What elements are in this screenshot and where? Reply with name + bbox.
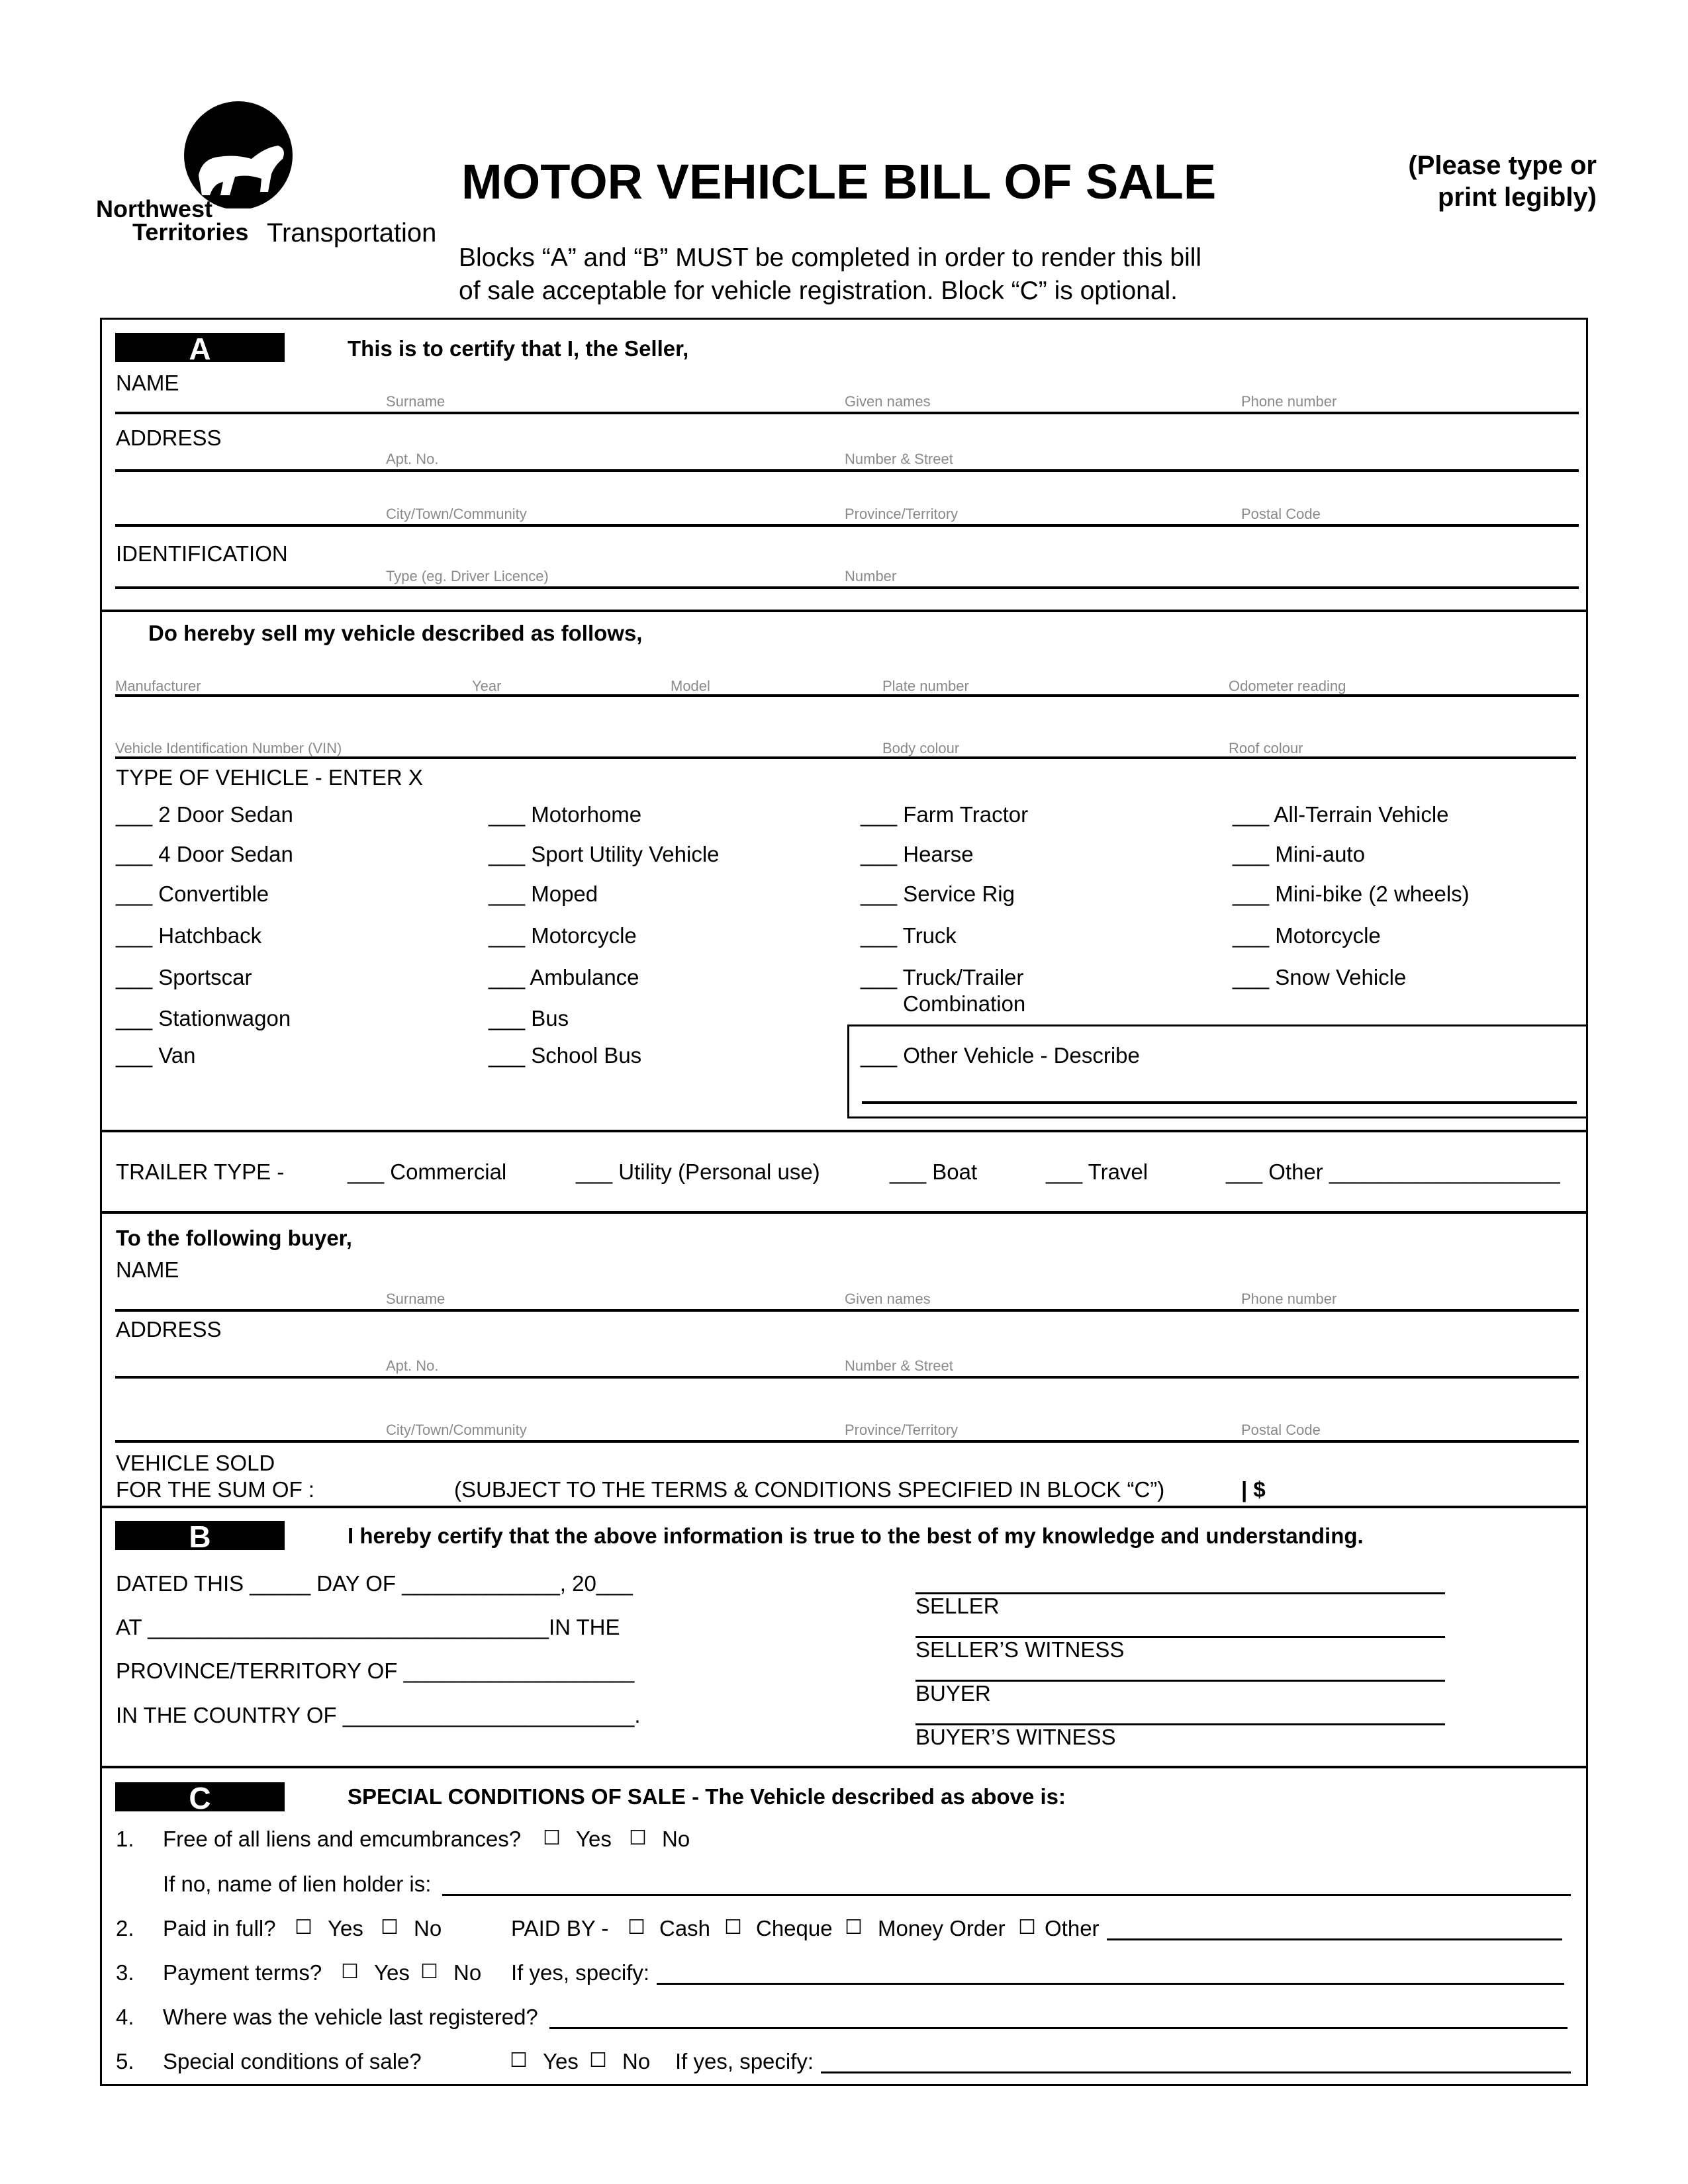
q2-text: Paid in full?	[163, 1916, 276, 1940]
seller-province-hint: Province/Territory	[845, 506, 959, 522]
buyer-phone-hint: Phone number	[1241, 1291, 1337, 1307]
seller-province-field[interactable]	[845, 495, 1215, 524]
vehicle-line-1	[115, 694, 1579, 697]
vehicle-type-option[interactable]: ___ 2 Door Sedan	[116, 802, 293, 827]
seller-id-type-field[interactable]	[386, 557, 816, 586]
province-line[interactable]: PROVINCE/TERRITORY OF ___________________	[116, 1659, 635, 1683]
seller-id-line	[115, 586, 1579, 589]
lien-holder-field[interactable]	[442, 1868, 1568, 1894]
intro-line2: of sale acceptable for vehicle registration. Block “C” is optional.	[459, 277, 1178, 305]
special-conditions-heading: SPECIAL CONDITIONS OF SALE - The Vehicle described as above is:	[348, 1784, 1066, 1809]
buyer-province-hint: Province/Territory	[845, 1422, 959, 1438]
seller-postal-hint: Postal Code	[1241, 506, 1321, 522]
seller-certify-text: This is to certify that I, the Seller,	[348, 336, 689, 361]
seller-witness-label: SELLER’S WITNESS	[915, 1637, 1125, 1662]
payment-terms-field[interactable]	[657, 1956, 1562, 1983]
vehicle-type-option[interactable]: ___ Hatchback	[116, 923, 262, 948]
buyer-address-label: ADDRESS	[116, 1317, 222, 1342]
payment-terms-line	[657, 1983, 1564, 1985]
polar-bear-icon	[136, 96, 308, 208]
other-vehicle-line	[862, 1101, 1577, 1104]
seller-address-line	[115, 469, 1579, 472]
vehicle-type-option[interactable]: ___ 4 Door Sedan	[116, 842, 293, 866]
vehicle-line-2	[115, 756, 1576, 759]
vehicle-type-option[interactable]: ___ Sport Utility Vehicle	[489, 842, 720, 866]
vin-field[interactable]	[115, 727, 870, 756]
vehicle-type-option[interactable]: ___ Motorcycle	[489, 923, 637, 948]
buyer-apt-field[interactable]	[386, 1347, 816, 1376]
q5-yes-checkbox[interactable]: ☐	[510, 2049, 528, 2072]
block-b-label: B	[115, 1521, 285, 1550]
cash-label: Cash	[659, 1916, 711, 1940]
seller-name-line	[115, 412, 1579, 414]
odometer-field[interactable]	[1229, 664, 1573, 694]
q5-text: Special conditions of sale?	[163, 2049, 422, 2073]
dated-line[interactable]: DATED THIS _____ DAY OF _____________, 20___	[116, 1571, 633, 1596]
special-conditions-line	[821, 2071, 1571, 2073]
cheque-checkbox[interactable]: ☐	[724, 1916, 742, 1939]
seller-given-field[interactable]	[845, 383, 1215, 412]
money-order-checkbox[interactable]: ☐	[845, 1916, 863, 1939]
q3-no-checkbox[interactable]: ☐	[420, 1960, 438, 1983]
seller-signature-label: SELLER	[915, 1594, 1000, 1618]
sell-vehicle-heading: Do hereby sell my vehicle described as follows,	[148, 621, 643, 645]
department-name: Transportation	[267, 218, 437, 248]
vehicle-type-option[interactable]: ___ Motorcycle	[1233, 923, 1381, 948]
q1-number: 1.	[116, 1827, 134, 1851]
country-line[interactable]: IN THE COUNTRY OF ________________________.	[116, 1703, 641, 1727]
seller-id-number-field[interactable]	[845, 557, 1573, 586]
seller-apt-field[interactable]	[386, 440, 816, 469]
buyer-apt-hint: Apt. No.	[386, 1357, 439, 1374]
seller-city-field[interactable]	[386, 495, 816, 524]
plate-field[interactable]	[882, 664, 1213, 694]
seller-apt-hint: Apt. No.	[386, 451, 439, 467]
q1-yes-label: Yes	[576, 1827, 612, 1851]
seller-postal-field[interactable]	[1241, 495, 1572, 524]
manufacturer-field[interactable]	[115, 664, 459, 694]
buyer-name-line	[115, 1309, 1579, 1312]
seller-surname-field[interactable]	[386, 383, 816, 412]
vehicle-type-option[interactable]: ___ Mini-bike (2 wheels)	[1233, 882, 1470, 906]
trailer-option[interactable]: ___ Utility (Personal use)	[576, 1160, 820, 1184]
seller-city-hint: City/Town/Community	[386, 506, 527, 522]
buyer-city-line	[115, 1440, 1579, 1443]
model-hint: Model	[671, 678, 710, 694]
section-divider	[100, 1506, 1588, 1508]
body-colour-field[interactable]	[882, 727, 1213, 756]
buyer-city-field[interactable]	[386, 1411, 816, 1440]
other-vehicle-field[interactable]	[862, 1072, 1577, 1101]
buyer-address-line	[115, 1376, 1579, 1379]
buyer-certify-text: I hereby certify that the above information is true to the best of my knowledge and understanding.	[348, 1524, 1364, 1548]
seller-id-number-hint: Number	[845, 568, 897, 584]
buyer-signature-label: BUYER	[915, 1681, 991, 1706]
seller-city-line	[115, 524, 1579, 527]
vehicle-type-option[interactable]: ___ Van	[116, 1043, 196, 1068]
vehicle-type-option[interactable]: ___ Ambulance	[489, 965, 639, 989]
sale-amount-label: | $	[1241, 1477, 1266, 1502]
print-note-line1: (Please type or	[1408, 151, 1597, 180]
q5-number: 5.	[116, 2049, 134, 2073]
section-divider	[100, 1130, 1588, 1132]
q3-if-yes-label: If yes, specify:	[511, 1960, 650, 1985]
year-hint: Year	[472, 678, 502, 694]
seller-surname-hint: Surname	[386, 393, 445, 410]
buyer-given-hint: Given names	[845, 1291, 931, 1307]
other-payment-field[interactable]	[1107, 1912, 1560, 1938]
vehicle-type-option[interactable]: ___ Snow Vehicle	[1233, 965, 1407, 989]
buyer-heading: To the following buyer,	[116, 1226, 352, 1250]
seller-name-label: NAME	[116, 371, 179, 395]
page-title: MOTOR VEHICLE BILL OF SALE	[461, 154, 1217, 209]
buyer-street-field[interactable]	[845, 1347, 1573, 1376]
buyer-surname-hint: Surname	[386, 1291, 445, 1307]
buyer-street-hint: Number & Street	[845, 1357, 953, 1374]
trailer-option[interactable]: ___ Commercial	[348, 1160, 507, 1184]
vehicle-type-option[interactable]: ___ Stationwagon	[116, 1006, 291, 1030]
intro-line1: Blocks “A” and “B” MUST be completed in order to render this bill	[459, 244, 1202, 272]
q1-no-label: No	[662, 1827, 690, 1851]
q3-yes-checkbox[interactable]: ☐	[341, 1960, 359, 1983]
money-order-label: Money Order	[878, 1916, 1006, 1940]
other-payment-label: Other	[1045, 1916, 1100, 1940]
nwt-logo	[96, 96, 447, 255]
q1-text: Free of all liens and emcumbrances?	[163, 1827, 522, 1851]
q3-no-label: No	[453, 1960, 482, 1985]
q3-yes-label: Yes	[374, 1960, 410, 1985]
vehicle-type-option[interactable]: ___ Truck/Trailer	[861, 965, 1024, 989]
trailer-type-label: TRAILER TYPE -	[116, 1160, 285, 1184]
buyer-witness-label: BUYER’S WITNESS	[915, 1725, 1116, 1749]
vehicle-type-option[interactable]: ___ Convertible	[116, 882, 269, 906]
vehicle-type-option[interactable]: ___ Truck	[861, 923, 957, 948]
last-registered-line	[549, 2027, 1568, 2029]
seller-identification-label: IDENTIFICATION	[116, 541, 288, 566]
lien-holder-line	[442, 1894, 1571, 1896]
buyer-postal-field[interactable]	[1241, 1411, 1572, 1440]
buyer-given-field[interactable]	[845, 1280, 1215, 1309]
vehicle-type-option[interactable]: ___ School Bus	[489, 1043, 642, 1068]
q4-text: Where was the vehicle last registered?	[163, 2005, 538, 2029]
buyer-name-label: NAME	[116, 1257, 179, 1282]
manufacturer-hint: Manufacturer	[115, 678, 201, 694]
roof-colour-field[interactable]	[1229, 727, 1573, 756]
seller-phone-field[interactable]	[1241, 383, 1572, 412]
q1-yes-checkbox[interactable]: ☐	[543, 1827, 561, 1850]
seller-phone-hint: Phone number	[1241, 393, 1337, 410]
section-divider	[100, 610, 1588, 612]
logo-line1: Northwest	[96, 195, 213, 222]
last-registered-field[interactable]	[549, 2001, 1566, 2027]
seller-street-field[interactable]	[845, 440, 1573, 469]
section-divider	[100, 1766, 1588, 1768]
q5-if-yes-label: If yes, specify:	[675, 2049, 814, 2073]
seller-id-type-hint: Type (eg. Driver Licence)	[386, 568, 549, 584]
vehicle-type-option[interactable]: ___ Moped	[489, 882, 598, 906]
paid-by-label: PAID BY -	[511, 1916, 609, 1940]
cash-checkbox[interactable]: ☐	[628, 1916, 645, 1939]
buyer-surname-field[interactable]	[386, 1280, 816, 1309]
vehicle-type-option[interactable]: ___ Farm Tractor	[861, 802, 1029, 827]
vehicle-type-option[interactable]: ___ Hearse	[861, 842, 974, 866]
buyer-city-hint: City/Town/Community	[386, 1422, 527, 1438]
q5-no-checkbox[interactable]: ☐	[589, 2049, 607, 2072]
buyer-signature-line[interactable]	[915, 1680, 1445, 1682]
vehicle-type-option[interactable]: ___ Bus	[489, 1006, 569, 1030]
q2-yes-label: Yes	[328, 1916, 363, 1940]
buyer-province-field[interactable]	[845, 1411, 1215, 1440]
q4-number: 4.	[116, 2005, 134, 2029]
trailer-option[interactable]: ___ Other ___________________	[1226, 1160, 1560, 1184]
special-conditions-field[interactable]	[821, 2045, 1569, 2071]
q2-number: 2.	[116, 1916, 134, 1940]
vehicle-type-option-cont: Combination	[903, 991, 1026, 1016]
vehicle-type-option[interactable]: ___ Motorhome	[489, 802, 642, 827]
year-field[interactable]	[472, 664, 657, 694]
q5-no-label: No	[622, 2049, 651, 2073]
buyer-postal-hint: Postal Code	[1241, 1422, 1321, 1438]
q2-no-checkbox[interactable]: ☐	[381, 1916, 399, 1939]
sale-amount-field[interactable]	[1274, 1476, 1572, 1502]
vehicle-type-option[interactable]: ___ All-Terrain Vehicle	[1233, 802, 1449, 827]
section-divider	[100, 1211, 1588, 1214]
cheque-label: Cheque	[756, 1916, 833, 1940]
vehicle-type-option[interactable]: ___ Mini-auto	[1233, 842, 1365, 866]
trailer-option[interactable]: ___ Boat	[890, 1160, 978, 1184]
logo-line2: Territories	[132, 218, 249, 246]
buyer-phone-field[interactable]	[1241, 1280, 1572, 1309]
vehicle-sold-label-2: FOR THE SUM OF :	[116, 1477, 315, 1502]
q2-no-label: No	[414, 1916, 442, 1940]
other-vehicle-option[interactable]: ___ Other Vehicle - Describe	[861, 1043, 1140, 1068]
subject-to-terms: (SUBJECT TO THE TERMS & CONDITIONS SPECIFIED IN BLOCK “C”)	[454, 1477, 1165, 1502]
plate-hint: Plate number	[882, 678, 969, 694]
block-c-label: C	[115, 1782, 285, 1811]
block-a-label: A	[115, 333, 285, 362]
roof-colour-hint: Roof colour	[1229, 740, 1303, 756]
q3-text: Payment terms?	[163, 1960, 322, 1985]
other-vehicle-box	[847, 1024, 1588, 1118]
vin-hint: Vehicle Identification Number (VIN)	[115, 740, 342, 756]
other-payment-line	[1107, 1938, 1562, 1940]
q5-yes-label: Yes	[543, 2049, 579, 2073]
vehicle-type-option[interactable]: ___ Sportscar	[116, 965, 252, 989]
seller-street-hint: Number & Street	[845, 451, 953, 467]
model-field[interactable]	[671, 664, 869, 694]
odometer-hint: Odometer reading	[1229, 678, 1346, 694]
at-line[interactable]: AT _________________________________IN THE	[116, 1615, 620, 1639]
vehicle-type-option[interactable]: ___ Service Rig	[861, 882, 1015, 906]
seller-address-label: ADDRESS	[116, 426, 222, 450]
lien-holder-label: If no, name of lien holder is:	[163, 1872, 432, 1896]
vehicle-type-heading: TYPE OF VEHICLE - ENTER X	[116, 765, 423, 790]
q2-yes-checkbox[interactable]: ☐	[295, 1916, 312, 1939]
q3-number: 3.	[116, 1960, 134, 1985]
trailer-option[interactable]: ___ Travel	[1046, 1160, 1149, 1184]
print-note-line2: print legibly)	[1438, 183, 1597, 212]
vehicle-sold-label-1: VEHICLE SOLD	[116, 1451, 275, 1475]
q1-no-checkbox[interactable]: ☐	[629, 1827, 647, 1850]
body-colour-hint: Body colour	[882, 740, 960, 756]
other-payment-checkbox[interactable]: ☐	[1018, 1916, 1036, 1939]
seller-given-hint: Given names	[845, 393, 931, 410]
